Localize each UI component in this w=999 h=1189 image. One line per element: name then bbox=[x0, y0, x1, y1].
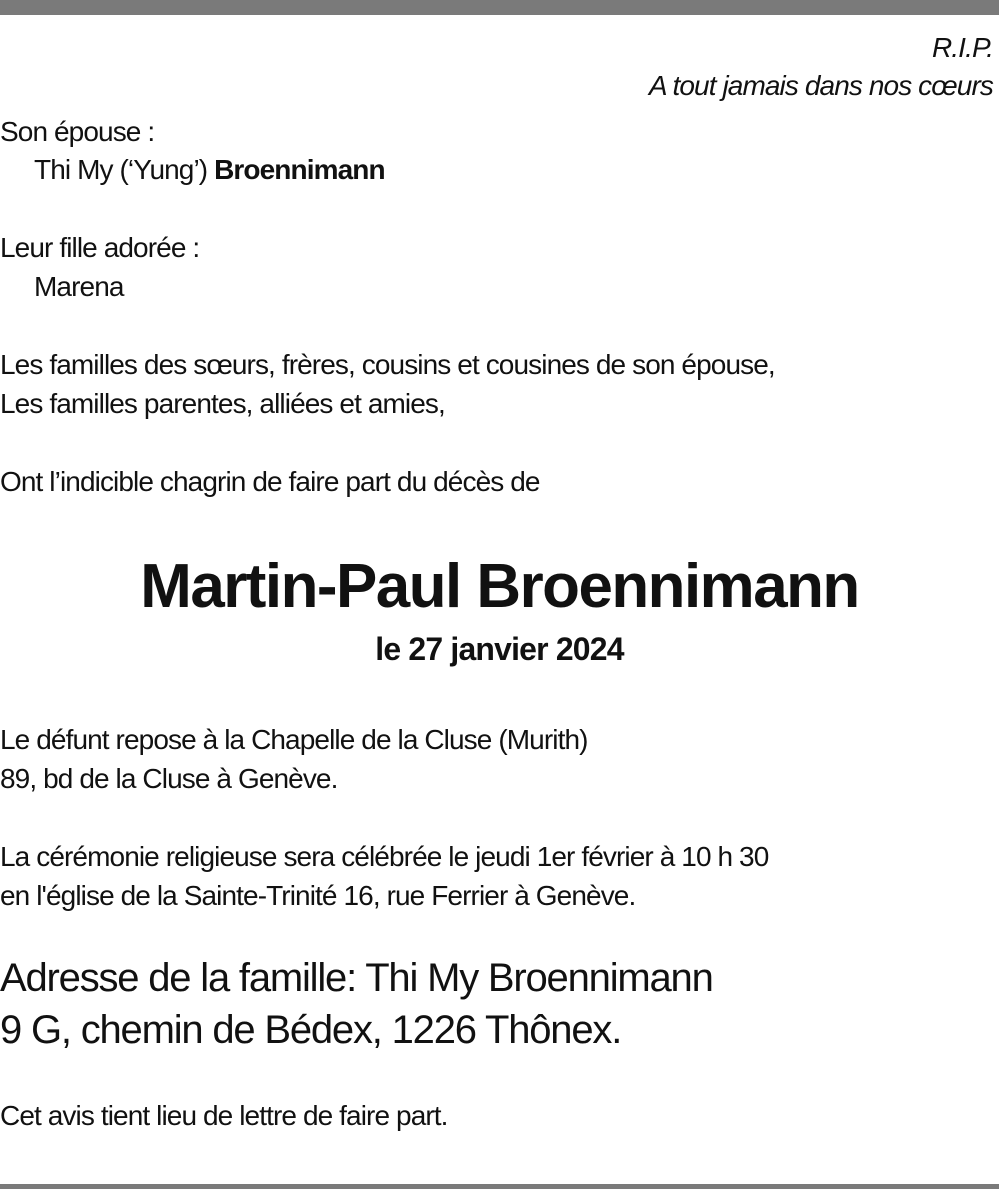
ceremony-line-2: en l'église de la Sainte-Trinité 16, rue Ferrier à Genève. bbox=[0, 880, 636, 911]
family-address-line-1: Adresse de la famille: Thi My Broennimann bbox=[0, 956, 713, 1000]
rip-text: R.I.P. bbox=[931, 32, 993, 63]
families-line-1: Les familles des sœurs, frères, cousins et cousines de son épouse, bbox=[0, 349, 775, 380]
daughter-label: Leur fille adorée : bbox=[0, 232, 200, 263]
rest-location-line-1: Le défunt repose à la Chapelle de la Cluse (Murith) bbox=[0, 724, 588, 755]
spouse-first-name: Thi My (‘Yung’) bbox=[34, 154, 208, 185]
family-address-line-2: 9 G, chemin de Bédex, 1226 Thônex. bbox=[0, 1008, 622, 1052]
deceased-name: Martin-Paul Broennimann bbox=[140, 552, 859, 621]
ceremony-line-1: La cérémonie religieuse sera célébrée le jeudi 1er février à 10 h 30 bbox=[0, 841, 769, 872]
bottom-divider bbox=[0, 1184, 999, 1189]
death-date: le 27 janvier 2024 bbox=[375, 631, 624, 667]
spouse-last-name: Broennimann bbox=[214, 154, 385, 185]
spouse-name bbox=[34, 150, 385, 189]
rest-location-line-2: 89, bd de la Cluse à Genève. bbox=[0, 763, 338, 794]
motto-text: A tout jamais dans nos cœurs bbox=[648, 70, 993, 101]
families-line-2: Les familles parentes, alliées et amies, bbox=[0, 388, 445, 419]
closing-note: Cet avis tient lieu de lettre de faire part. bbox=[0, 1100, 448, 1131]
announcement-text: Ont l’indicible chagrin de faire part du décès de bbox=[0, 466, 540, 497]
top-divider bbox=[0, 0, 999, 15]
spouse-label: Son épouse : bbox=[0, 116, 155, 147]
daughter-name: Marena bbox=[34, 271, 124, 302]
